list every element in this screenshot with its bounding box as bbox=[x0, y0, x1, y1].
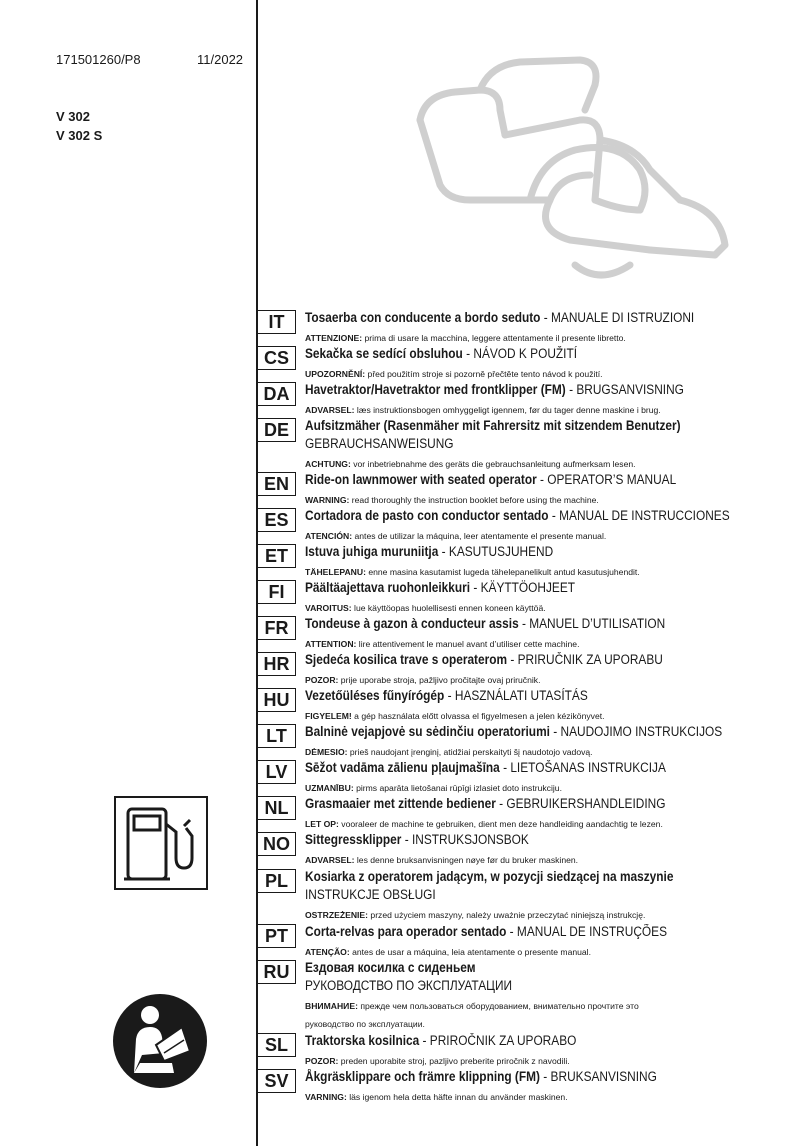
warning-text-continued: руководство по эксплуатации. bbox=[305, 1019, 425, 1029]
manual-title: PRIRUČNIK ZA UPORABU bbox=[517, 652, 663, 667]
product-title: Sittegressklipper bbox=[305, 832, 402, 847]
warning-label: ATTENZIONE: bbox=[305, 333, 363, 343]
language-code-pt: PT bbox=[258, 924, 296, 948]
warning-text: прежде чем пользоваться оборудованием, внимательно прочтите это bbox=[357, 1001, 639, 1011]
language-code-et: ET bbox=[258, 544, 296, 568]
warning-text: vooraleer de machine te gebruiken, dient men deze handleiding aandachtig te lezen. bbox=[338, 819, 663, 829]
product-title: Tosaerba con conducente a bordo seduto bbox=[305, 310, 541, 325]
manual-title: LIETOŠANAS INSTRUKCIJA bbox=[510, 760, 666, 775]
ride-on-mower-illustration bbox=[410, 50, 740, 285]
product-title: Cortadora de pasto con conductor sentado bbox=[305, 508, 549, 523]
product-title: Havetraktor/Havetraktor med frontklipper (FM) bbox=[305, 382, 566, 397]
warning-label: WARNING: bbox=[305, 495, 350, 505]
warning-text: před použitím stroje si pozorně přečtěte tento návod k použití. bbox=[365, 369, 603, 379]
warning-text: a gép használata előtt olvassa el figyelmesen a jelen kézikönyvet. bbox=[351, 711, 605, 721]
read-manual-icon bbox=[112, 993, 208, 1089]
product-title: Grasmaaier met zittende bediener bbox=[305, 796, 496, 811]
manual-title: GEBRUIKERSHANDLEIDING bbox=[506, 796, 666, 811]
language-code-pl: PL bbox=[258, 869, 296, 893]
warning-text: prieš naudojant įrenginį, atidžiai perskaityti šį naudotojo vadovą. bbox=[347, 747, 593, 757]
language-code-es: ES bbox=[258, 508, 296, 532]
warning-label: ADVARSEL: bbox=[305, 855, 355, 865]
warning-text: enne masina kasutamist lugeda tähelepanelikult antud kasutusjuhendit. bbox=[365, 567, 640, 577]
language-code-cs: CS bbox=[258, 346, 296, 370]
language-code-da: DA bbox=[258, 382, 296, 406]
warning-label: ATENCIÓN: bbox=[305, 531, 353, 541]
language-code-de: DE bbox=[258, 418, 296, 442]
language-code-sv: SV bbox=[258, 1069, 296, 1093]
manual-title: KASUTUSJUHEND bbox=[448, 544, 554, 559]
warning-label: ВНИМАНИЕ: bbox=[305, 1001, 358, 1011]
warning-label: ADVARSEL: bbox=[305, 405, 355, 415]
manual-title: MANUAL DE INSTRUCCIONES bbox=[559, 508, 730, 523]
language-code-fr: FR bbox=[258, 616, 296, 640]
model-name: V 302 S bbox=[56, 128, 103, 143]
warning-text: läs igenom hela detta häfte innan du använder maskinen. bbox=[346, 1092, 568, 1102]
warning-text: preden uporabite stroj, pazljivo preberite priročnik z navodili. bbox=[338, 1056, 570, 1066]
manual-title: GEBRAUCHSANWEISUNG bbox=[305, 436, 454, 451]
manual-title: OPERATOR’S MANUAL bbox=[547, 472, 677, 487]
language-code-fi: FI bbox=[258, 580, 296, 604]
product-title: Sjedeća kosilica trave s operaterom bbox=[305, 652, 508, 667]
warning-label: OSTRZEŻENIE: bbox=[305, 910, 369, 920]
language-code-sl: SL bbox=[258, 1033, 296, 1057]
warning-text: lue käyttöopas huolellisesti ennen koneen käyttöä. bbox=[351, 603, 546, 613]
language-code-hr: HR bbox=[258, 652, 296, 676]
warning-text: lire attentivement le manuel avant d’utiliser cette machine. bbox=[356, 639, 580, 649]
product-title: Ride-on lawnmower with seated operator bbox=[305, 472, 537, 487]
manual-title: PRIROČNIK ZA UPORABO bbox=[429, 1033, 577, 1048]
manual-title: HASZNÁLATI UTASÍTÁS bbox=[454, 688, 588, 703]
warning-label: TÄHELEPANU: bbox=[305, 567, 366, 577]
language-code-en: EN bbox=[258, 472, 296, 496]
manual-title: NÁVOD K POUŽITÍ bbox=[473, 346, 578, 361]
language-code-ru: RU bbox=[258, 960, 296, 984]
warning-label: FIGYELEM! bbox=[305, 711, 352, 721]
warning-text: przed użyciem maszyny, należy uważnie przeczytać niniejszą instrukcję. bbox=[368, 910, 646, 920]
language-code-lv: LV bbox=[258, 760, 296, 784]
warning-text: prima di usare la macchina, leggere attentamente il presente libretto. bbox=[362, 333, 626, 343]
manual-title: INSTRUKCJE OBSŁUGI bbox=[305, 887, 436, 902]
warning-text: read thoroughly the instruction booklet before using the machine. bbox=[349, 495, 599, 505]
product-title: Tondeuse à gazon à conducteur assis bbox=[305, 616, 519, 631]
warning-label: ATENÇÃO: bbox=[305, 947, 350, 957]
warning-text: vor inbetriebnahme des geräts die gebrauchsanleitung aufmerksam lesen. bbox=[350, 459, 636, 469]
manual-title: BRUGSANVISNING bbox=[576, 382, 684, 397]
product-title: Vezetőüléses fűnyírógép bbox=[305, 688, 445, 703]
product-title: Päältäajettava ruohonleikkuri bbox=[305, 580, 471, 595]
manual-title: РУКОВОДСТВО ПО ЭКСПЛУАТАЦИИ bbox=[305, 978, 513, 993]
document-date: 11/2022 bbox=[197, 52, 244, 67]
language-code-hu: HU bbox=[258, 688, 296, 712]
warning-label: LET OP: bbox=[305, 819, 339, 829]
warning-label: VARNING: bbox=[305, 1092, 347, 1102]
warning-label: DĖMESIO: bbox=[305, 747, 348, 757]
product-title: Kosiarka z operatorem jadącym, w pozycji siedzącej na maszynie bbox=[305, 869, 674, 884]
product-title: Ездовая косилка с сиденьем bbox=[305, 960, 476, 975]
manual-title: INSTRUKSJONSBOK bbox=[411, 832, 529, 847]
warning-text: prije uporabe stroja, pažljivo pročitajte ovaj priručnik. bbox=[338, 675, 541, 685]
manual-title: NAUDOJIMO INSTRUKCIJOS bbox=[560, 724, 723, 739]
product-title: Aufsitzmäher (Rasenmäher mit Fahrersitz mit sitzendem Benutzer) bbox=[305, 418, 681, 433]
warning-text: pirms aparāta lietošanai rūpīgi izlasiet doto instrukciju. bbox=[353, 783, 562, 793]
manual-title: BRUKSANVISNING bbox=[550, 1069, 657, 1084]
manual-title: KÄYTTÖOHJEET bbox=[480, 580, 576, 595]
warning-label: POZOR: bbox=[305, 675, 339, 685]
warning-text: antes de utilizar la máquina, leer atentamente el presente manual. bbox=[352, 531, 607, 541]
language-code-lt: LT bbox=[258, 724, 296, 748]
warning-label: VAROITUS: bbox=[305, 603, 352, 613]
language-code-it: IT bbox=[258, 310, 296, 334]
manual-title: MANUEL D’UTILISATION bbox=[529, 616, 666, 631]
warning-label: UPOZORNĚNÍ: bbox=[305, 369, 366, 379]
product-title: Corta-relvas para operador sentado bbox=[305, 924, 507, 939]
fuel-pump-icon bbox=[114, 796, 208, 890]
product-title: Istuva juhiga muruniitja bbox=[305, 544, 439, 559]
warning-text: læs instruktionsbogen omhyggeligt igennem, før du tager denne maskine i brug. bbox=[354, 405, 661, 415]
product-title: Åkgräsklippare och främre klippning (FM) bbox=[305, 1069, 541, 1084]
warning-text: antes de usar a máquina, leia atentamente o presente manual. bbox=[349, 947, 591, 957]
warning-text: les denne bruksanvisningen nøye før du bruker maskinen. bbox=[354, 855, 579, 865]
language-code-no: NO bbox=[258, 832, 296, 856]
manual-title: MANUAL DE INSTRUÇÕES bbox=[516, 924, 667, 939]
document-number: 171501260/P8 bbox=[56, 52, 141, 67]
product-title: Balninė vejapjovė su sėdinčiu operatoriumi bbox=[305, 724, 550, 739]
warning-label: POZOR: bbox=[305, 1056, 339, 1066]
warning-label: ACHTUNG: bbox=[305, 459, 351, 469]
manual-title: MANUALE DI ISTRUZIONI bbox=[551, 310, 695, 325]
warning-label: UZMANĪBU: bbox=[305, 783, 354, 793]
product-title: Traktorska kosilnica bbox=[305, 1033, 420, 1048]
language-code-nl: NL bbox=[258, 796, 296, 820]
product-title: Sekačka se sedící obsluhou bbox=[305, 346, 463, 361]
product-title: Sēžot vadāma zālienu pļaujmašīna bbox=[305, 760, 500, 775]
model-name: V 302 bbox=[56, 109, 90, 124]
warning-label: ATTENTION: bbox=[305, 639, 357, 649]
